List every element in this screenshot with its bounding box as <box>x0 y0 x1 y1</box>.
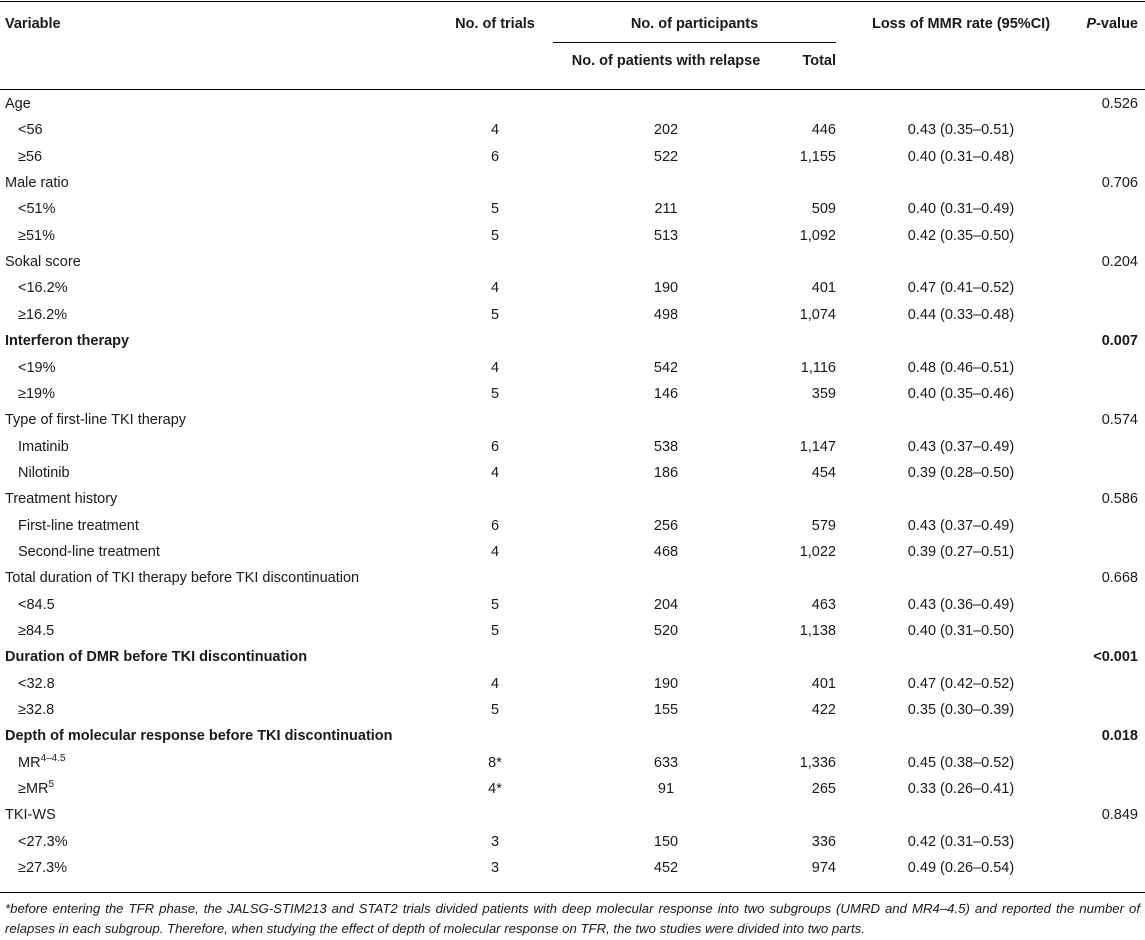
header-p-letter: P <box>1086 16 1097 32</box>
cell-trials: 5 <box>490 201 500 218</box>
cell-loss-rate: 0.49 (0.26–0.54) <box>907 860 1015 877</box>
cell-trials: 4 <box>490 543 500 560</box>
cell-variable <box>18 776 54 802</box>
cell-variable <box>18 434 69 460</box>
cell-trials: 3 <box>490 860 500 877</box>
cell-relapse: 204 <box>653 596 679 613</box>
cell-loss-rate: 0.40 (0.35–0.46) <box>907 385 1015 402</box>
cell-loss-rate: 0.39 (0.28–0.50) <box>907 464 1015 481</box>
table-row <box>0 117 1145 143</box>
cell-variable <box>18 144 42 170</box>
table-row <box>0 460 1145 486</box>
cell-variable <box>5 802 56 828</box>
cell-variable <box>5 565 359 591</box>
cell-total: 1,336 <box>799 754 836 771</box>
cell-trials: 3 <box>490 833 500 850</box>
cell-variable-text: ≥32.8 <box>18 702 55 719</box>
cell-relapse: 498 <box>653 306 679 323</box>
table-row <box>0 328 1145 354</box>
cell-total: 446 <box>811 122 836 139</box>
cell-variable <box>18 196 56 222</box>
cell-variable <box>18 381 55 407</box>
cell-relapse: 468 <box>653 543 679 560</box>
table-row <box>0 407 1145 433</box>
cell-loss-rate: 0.43 (0.37–0.49) <box>907 438 1015 455</box>
cell-variable <box>18 275 68 301</box>
cell-loss-rate: 0.40 (0.31–0.48) <box>907 148 1015 165</box>
cell-variable-text: ≥27.3% <box>18 860 68 877</box>
cell-total: 422 <box>811 702 836 719</box>
cell-p-value: 0.018 <box>1101 728 1138 745</box>
table-row <box>0 144 1145 170</box>
cell-variable-text: <16.2% <box>18 280 68 297</box>
cell-loss-rate: 0.33 (0.26–0.41) <box>907 781 1015 798</box>
cell-variable-text: Age <box>5 96 31 112</box>
table-row <box>0 302 1145 328</box>
cell-trials: 6 <box>490 438 500 455</box>
cell-total: 1,147 <box>799 438 836 455</box>
cell-variable <box>5 249 81 275</box>
table-row <box>0 381 1145 407</box>
cell-relapse: 256 <box>653 517 679 534</box>
header-loss: Loss of MMR rate (95%CI) <box>871 16 1051 32</box>
table-row <box>0 565 1145 591</box>
header-bottom-rule <box>0 89 1145 90</box>
cell-total: 509 <box>811 201 836 218</box>
cell-relapse: 520 <box>653 623 679 639</box>
cell-total: 1,155 <box>799 148 836 165</box>
cell-loss-rate: 0.42 (0.31–0.53) <box>907 833 1015 850</box>
cell-variable-text: ≥56 <box>18 148 43 165</box>
cell-variable-text: Total duration of TKI therapy before TKI discontinuation <box>5 570 360 587</box>
cell-variable-text: Depth of molecular response before TKI discontinuation <box>5 728 393 745</box>
cell-relapse: 155 <box>653 702 679 719</box>
cell-trials: 4 <box>490 464 500 481</box>
cell-variable-text: TKI-WS <box>5 807 56 824</box>
cell-trials: 5 <box>490 702 500 719</box>
cell-total: 1,092 <box>799 227 836 244</box>
cell-total: 1,138 <box>799 623 836 639</box>
table-footnote: *before entering the TFR phase, the JALSG-STIM213 and STAT2 trials divided patients with deep molecular response into two subgroups (UMRD and MR4–4.5) and reported the number of relapses in each subgroup. Therefore, when studying the effect of depth of molecular response on TFR, the two studies were divided into two parts. <box>5 901 1140 936</box>
cell-variable-text: <27.3% <box>18 833 68 850</box>
cell-p-value: 0.849 <box>1101 807 1138 824</box>
header-p-suffix: -value <box>1096 16 1138 32</box>
cell-relapse: 202 <box>653 122 679 139</box>
cell-variable-text: ≥19% <box>18 385 55 402</box>
cell-variable-text: Sokal score <box>5 254 81 271</box>
table-row <box>0 275 1145 301</box>
table-row <box>0 671 1145 697</box>
cell-trials: 4* <box>488 781 502 798</box>
cell-variable-text: Nilotinib <box>18 464 70 481</box>
table-row <box>0 644 1145 670</box>
cell-variable-text: MR <box>18 754 41 771</box>
cell-variable <box>18 750 66 776</box>
table-row <box>0 434 1145 460</box>
cell-p-value: 0.668 <box>1101 570 1138 587</box>
cell-loss-rate: 0.47 (0.42–0.52) <box>907 675 1015 692</box>
cell-trials: 4 <box>490 280 500 297</box>
cell-variable <box>18 855 67 881</box>
cell-variable-text: Interferon therapy <box>5 333 130 350</box>
cell-variable-superscript: 5 <box>48 779 55 791</box>
table-row <box>0 196 1145 222</box>
header-variable: Variable <box>5 16 61 32</box>
table-row <box>0 776 1145 802</box>
cell-loss-rate: 0.44 (0.33–0.48) <box>907 306 1015 323</box>
cell-variable <box>18 117 43 143</box>
table-top-rule <box>0 1 1145 2</box>
cell-trials: 4 <box>490 359 500 376</box>
cell-relapse: 150 <box>653 833 679 850</box>
cell-variable <box>5 170 69 196</box>
cell-variable <box>18 355 56 381</box>
cell-variable <box>18 592 55 618</box>
cell-total: 401 <box>811 675 836 692</box>
header-total: Total <box>802 53 836 69</box>
header-participants: No. of participants <box>630 16 759 32</box>
table-bottom-rule <box>0 892 1145 893</box>
cell-trials: 8* <box>488 754 502 771</box>
cell-relapse: 513 <box>653 227 679 244</box>
cell-variable-text: ≥16.2% <box>18 306 68 323</box>
cell-variable-text: <56 <box>18 122 43 139</box>
cell-trials: 5 <box>490 227 500 244</box>
cell-total: 1,074 <box>799 306 836 323</box>
cell-total: 463 <box>811 596 836 613</box>
cell-loss-rate: 0.35 (0.30–0.39) <box>907 702 1015 719</box>
cell-variable-text: <19% <box>18 359 56 376</box>
cell-variable-text: Imatinib <box>18 438 69 455</box>
cell-loss-rate: 0.47 (0.41–0.52) <box>907 280 1015 297</box>
cell-relapse: 452 <box>653 860 679 877</box>
cell-p-value: 0.526 <box>1101 96 1138 112</box>
table-row <box>0 170 1145 196</box>
cell-variable-text: Second-line treatment <box>18 543 160 560</box>
cell-variable <box>5 328 129 354</box>
cell-trials: 6 <box>490 148 500 165</box>
cell-variable <box>5 723 393 749</box>
table-row <box>0 802 1145 828</box>
cell-total: 1,116 <box>800 359 836 376</box>
cell-total: 974 <box>811 860 836 877</box>
cell-variable-text: Male ratio <box>5 175 69 192</box>
table-row <box>0 91 1145 117</box>
cell-variable <box>5 91 31 117</box>
cell-loss-rate: 0.45 (0.38–0.52) <box>907 754 1015 771</box>
cell-total: 1,022 <box>799 543 836 560</box>
cell-variable <box>18 223 55 249</box>
table-row <box>0 355 1145 381</box>
table-row <box>0 249 1145 275</box>
cell-p-value: 0.204 <box>1101 254 1138 271</box>
cell-total: 359 <box>811 385 836 402</box>
cell-total: 336 <box>811 833 836 850</box>
cell-trials: 6 <box>490 517 500 534</box>
cell-total: 265 <box>811 781 836 798</box>
cell-trials: 5 <box>490 623 500 639</box>
cell-variable <box>5 486 117 512</box>
cell-total: 579 <box>811 517 836 534</box>
cell-variable-text: ≥MR <box>18 781 49 798</box>
cell-relapse: 186 <box>653 464 679 481</box>
cell-variable-text: <32.8 <box>18 675 55 692</box>
cell-variable <box>18 460 70 486</box>
cell-total: 401 <box>811 280 836 297</box>
cell-variable-text: ≥84.5 <box>18 623 55 639</box>
cell-trials: 4 <box>490 675 500 692</box>
table-row <box>0 723 1145 749</box>
cell-relapse: 522 <box>653 148 679 165</box>
cell-variable <box>18 539 160 565</box>
cell-relapse: 538 <box>653 438 679 455</box>
cell-relapse: 633 <box>653 754 679 771</box>
header-relapse: No. of patients with relapse <box>571 53 761 69</box>
cell-variable-text: <51% <box>18 201 56 218</box>
table-row <box>0 223 1145 249</box>
table-row <box>0 697 1145 723</box>
participants-subrule <box>553 42 836 43</box>
cell-p-value: <0.001 <box>1093 649 1138 666</box>
cell-variable-text: <84.5 <box>18 596 55 613</box>
cell-loss-rate: 0.43 (0.37–0.49) <box>907 517 1015 534</box>
cell-variable-text: Duration of DMR before TKI discontinuation <box>5 649 308 666</box>
cell-variable <box>18 513 139 539</box>
cell-variable-text: Treatment history <box>5 491 118 508</box>
header-p-value <box>1086 15 1138 33</box>
cell-relapse: 91 <box>657 781 675 798</box>
table-row <box>0 539 1145 565</box>
cell-variable <box>5 407 186 433</box>
header-trials: No. of trials <box>455 16 535 32</box>
cell-loss-rate: 0.39 (0.27–0.51) <box>907 543 1015 560</box>
cell-variable <box>18 829 68 855</box>
cell-variable-text: First-line treatment <box>18 517 139 534</box>
cell-loss-rate: 0.43 (0.36–0.49) <box>907 596 1015 613</box>
cell-relapse: 211 <box>654 201 678 218</box>
cell-p-value: 0.574 <box>1101 412 1138 429</box>
table-row <box>0 618 1145 644</box>
cell-relapse: 146 <box>653 385 679 402</box>
cell-variable-text: ≥51% <box>18 227 55 244</box>
cell-variable <box>18 618 54 644</box>
cell-relapse: 190 <box>653 280 679 297</box>
cell-relapse: 542 <box>653 359 679 376</box>
cell-variable <box>5 644 307 670</box>
cell-p-value: 0.706 <box>1101 175 1138 192</box>
table-row <box>0 855 1145 881</box>
cell-loss-rate: 0.40 (0.31–0.50) <box>907 623 1015 639</box>
table-row <box>0 592 1145 618</box>
cell-variable-text: Type of first-line TKI therapy <box>5 412 187 429</box>
cell-loss-rate: 0.40 (0.31–0.49) <box>907 201 1015 218</box>
cell-variable <box>18 697 54 723</box>
cell-relapse: 190 <box>653 675 679 692</box>
cell-p-value: 0.586 <box>1101 491 1138 508</box>
cell-trials: 4 <box>490 122 500 139</box>
cell-total: 454 <box>811 464 836 481</box>
table-row <box>0 829 1145 855</box>
cell-loss-rate: 0.48 (0.46–0.51) <box>907 359 1015 376</box>
cell-trials: 5 <box>490 596 500 613</box>
cell-loss-rate: 0.42 (0.35–0.50) <box>907 227 1015 244</box>
cell-variable <box>18 671 55 697</box>
table-row <box>0 513 1145 539</box>
cell-trials: 5 <box>490 306 500 323</box>
cell-variable-superscript: 4–4.5 <box>40 752 66 764</box>
cell-loss-rate: 0.43 (0.35–0.51) <box>907 122 1015 139</box>
cell-variable <box>18 302 67 328</box>
table-row <box>0 750 1145 776</box>
cell-trials: 5 <box>490 385 500 402</box>
cell-p-value: 0.007 <box>1101 333 1138 350</box>
table-row <box>0 486 1145 512</box>
